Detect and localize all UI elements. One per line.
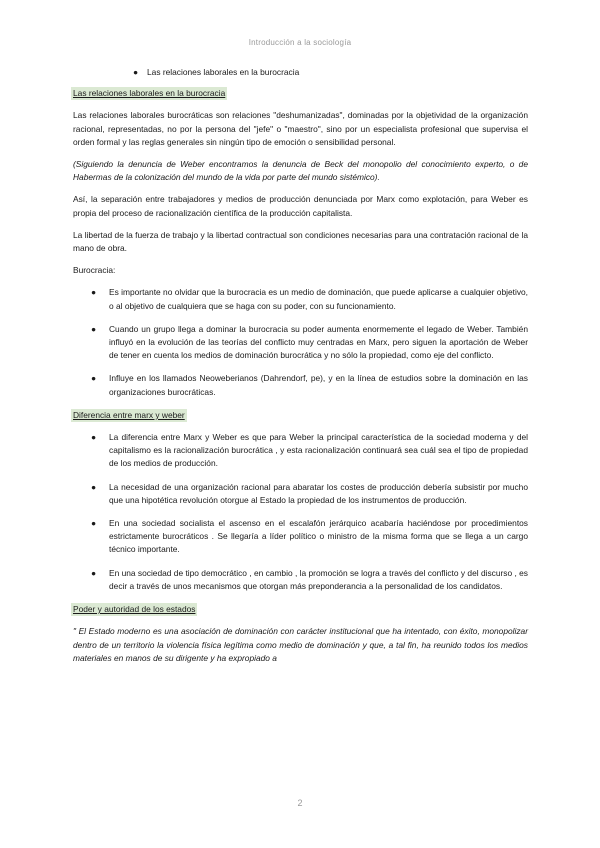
bullet-list-burocracia <box>73 286 528 398</box>
toc-bullet <box>73 66 528 79</box>
bullet-icon: ● <box>91 287 97 298</box>
bullet-icon: ● <box>91 373 97 384</box>
list-item: ● Es importante no olvidar que la burocracia es un medio de dominación, que puede aplicarse a cualquier objetivo, o al objetivo de cualquiera que se haga con su poder, con su funcionamiento. <box>91 287 528 311</box>
paragraph-italic: (Siguiendo la denuncia de Weber encontramos la denuncia de Beck del monopolio del conocimiento experto, o de Habermas de la colonización del mundo de la vida por parte del mundo sistémico). <box>73 159 528 183</box>
list-item: ● Influye en los llamados Neoweberianos (Dahrendorf, pe), y en la línea de estudios sobre la dominación en las organizaciones burocráticas. <box>91 373 528 397</box>
section-heading-relaciones: Las relaciones laborales en la burocracia <box>71 87 227 100</box>
bullet-icon: ● <box>91 323 97 334</box>
bullet-list-diferencia <box>73 431 528 593</box>
bullet-icon: ● <box>133 67 139 77</box>
section-heading-poder: Poder y autoridad de los estados <box>71 603 197 616</box>
list-item: ● La diferencia entre Marx y Weber es que para Weber la principal característica de la sociedad moderna y del capitalismo es la racionalización burocrática , y esta racionalización continuará sea cuál sea el tipo de propiedad de los medios de producción. <box>91 432 528 469</box>
bullet-icon: ● <box>91 432 97 443</box>
bullet-icon: ● <box>91 481 97 492</box>
toc-bullet-text: Las relaciones laborales en la burocracia <box>147 67 300 77</box>
list-item: ● Cuando un grupo llega a dominar la burocracia su poder aumenta enormemente el legado de Weber. También influyó en la evolución de las teorías del conflicto muy centradas en Marx, pero siguen la aportación de Weber de tener en cuenta los medios de dominación burocrática y no sólo la propiedad, como eje del conflicto. <box>91 323 528 361</box>
list-item: ● En una sociedad de tipo democrático , en cambio , la promoción se logra a través del conflicto y del discurso , es decir a través de unos mecanismos que otorgan más preponderancia a la personalidad de los candidatos. <box>91 567 528 591</box>
paragraph: Así, la separación entre trabajadores y medios de producción denunciada por Marx como explotación, para Weber es propia del proceso de racionalización científica de la producción capitalista. <box>73 194 528 218</box>
bullet-icon: ● <box>91 518 97 529</box>
bullet-icon: ● <box>91 567 97 578</box>
list-item: ● En una sociedad socialista el ascenso en el escalafón jerárquico acabaría haciéndose por procedimientos estrictamente burocráticos . Se llegaría a líder político o ministro de la misma forma que se llega a un cargo técnico importante. <box>91 518 528 555</box>
paragraph: Las relaciones laborales burocráticas son relaciones "deshumanizadas", dominadas por la objetividad de la organización racional, representadas, no por la persona del "jefe" o "maestro", sino por un especialista profesional que supervisa el orden formal y las reglas generales sin ningún tipo de emoción o sensibilidad personal. <box>73 110 528 147</box>
list-item: ● La necesidad de una organización racional para abaratar los costes de producción debería subsistir por mucho que una hipotética revolución otorgue al Estado la propiedad de los instrumentos de producción. <box>91 481 528 505</box>
document-body <box>73 66 528 674</box>
document-header: Introducción a la sociología <box>248 38 352 47</box>
section-heading-diferencia: Diferencia entre marx y weber <box>71 409 187 422</box>
paragraph: La libertad de la fuerza de trabajo y la libertad contractual son condiciones necesarias para una contratación racional de la mano de obra. <box>73 229 528 254</box>
page-number: 2 <box>297 798 303 808</box>
quote-paragraph: " El Estado moderno es una asociación de dominación con carácter institucional que ha intentado, con éxito, monopolizar dentro de un territorio la violencia física legítima como medio de dominación y que, a tal fin, ha reunido todos los medios materiales en manos de su dirigente y ha expropiado a <box>73 626 528 663</box>
paragraph-label: Burocracia: <box>73 265 116 276</box>
